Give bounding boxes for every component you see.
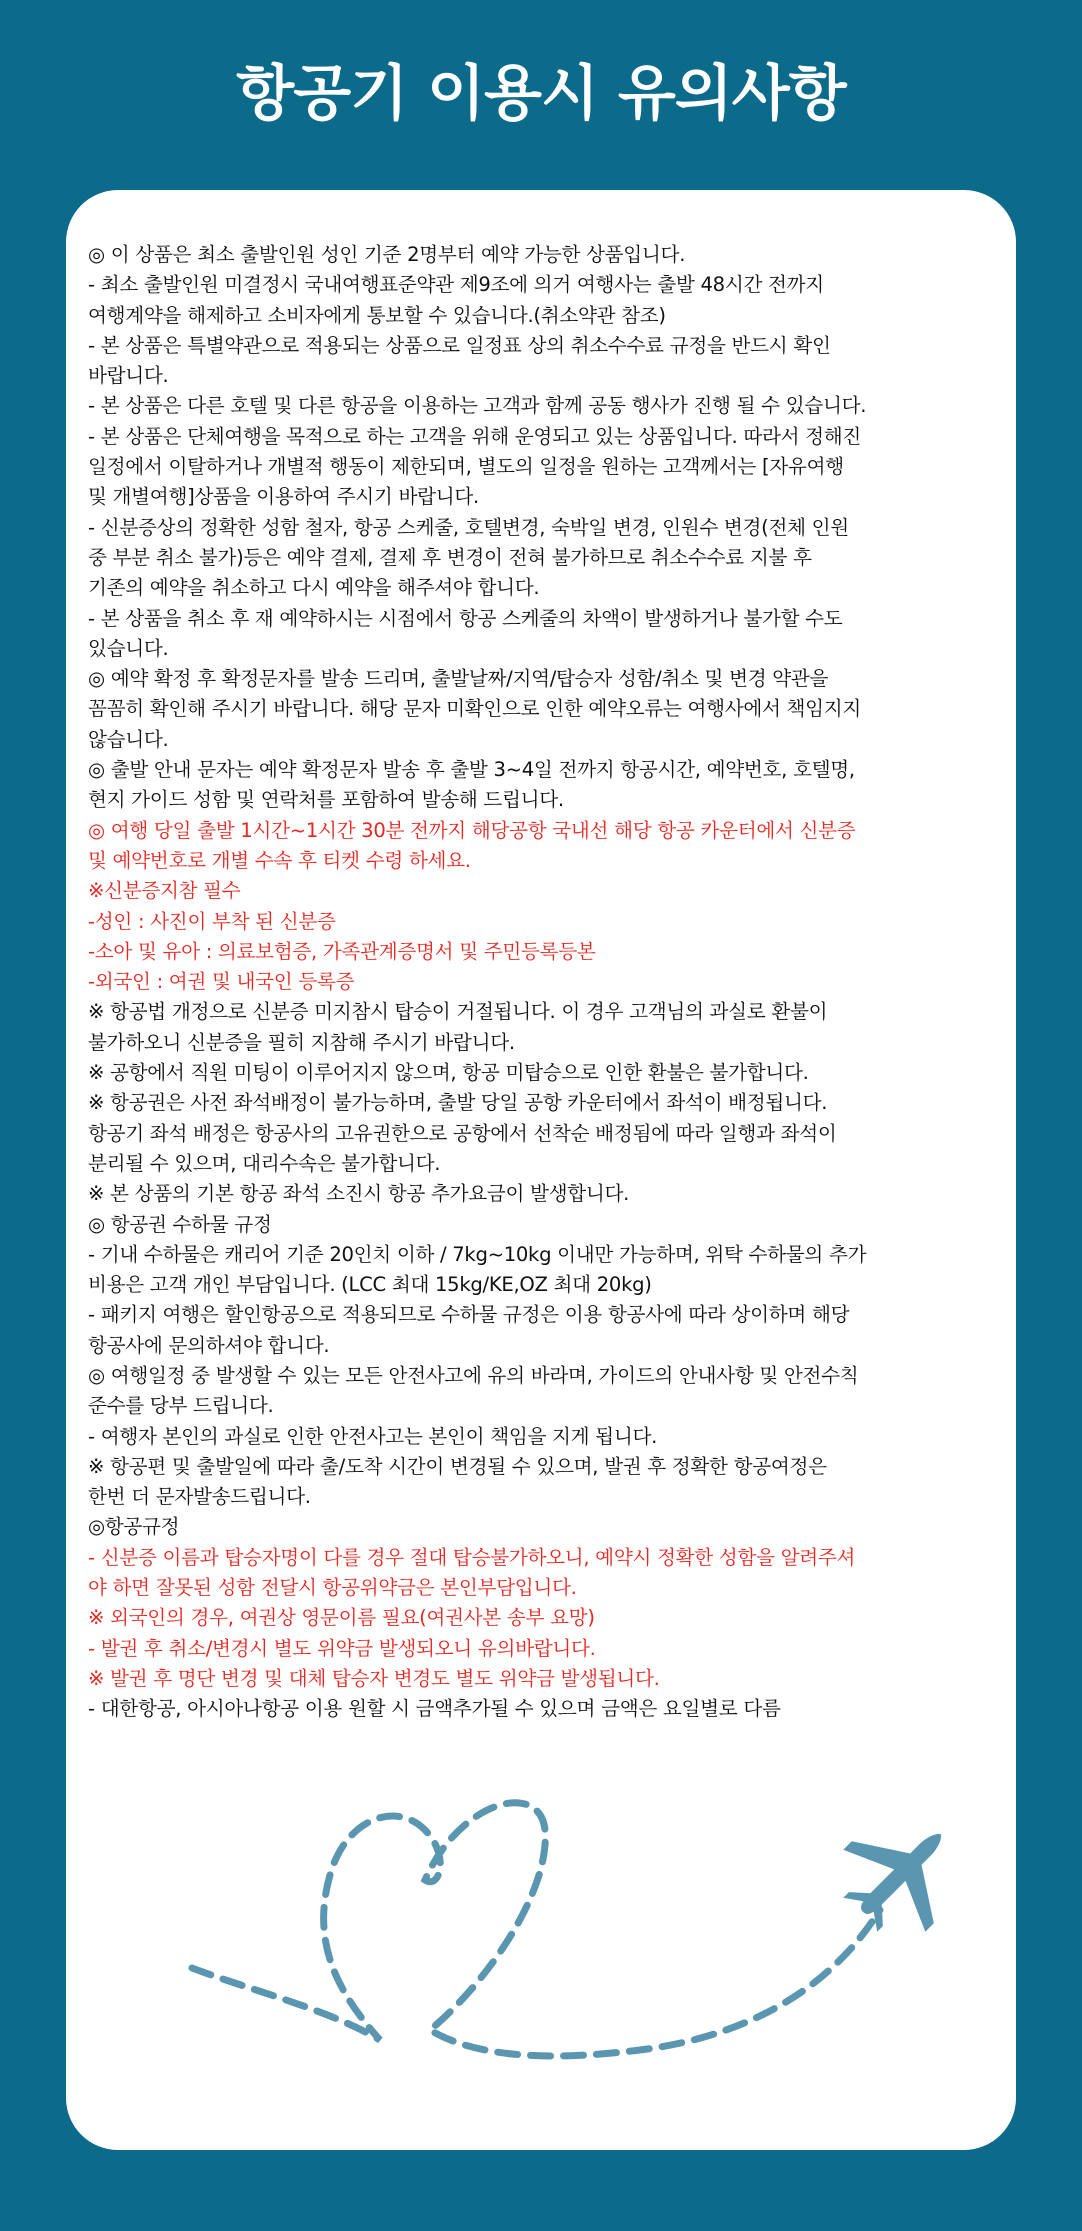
notice-line: - 기내 수하물은 캐리어 기준 20인치 이하 / 7kg~10kg 이내만 가능하며, 위탁 수하물의 추가 xyxy=(88,1242,867,1266)
notice-line: - 본 상품은 다른 호텔 및 다른 항공을 이용하는 고객과 함께 공동 행사가 진행 될 수 있습니다. xyxy=(88,394,867,418)
notice-line: ※ 발권 후 명단 변경 및 대체 탑승자 변경도 별도 위약금 발생됩니다. xyxy=(88,1666,660,1690)
notice-line: - 신분증상의 정확한 성함 철자, 항공 스케줄, 호텔변경, 숙박일 변경, 인원수 변경(전체 인원 xyxy=(88,515,849,539)
notice-line: - 신분증 이름과 탑승자명이 다를 경우 절대 탑승불가하오니, 예약시 정확한 성함을 알려주셔 xyxy=(88,1545,856,1569)
notice-line: -외국인 : 여권 및 내국인 등록증 xyxy=(88,970,355,994)
notice-line: - 본 상품은 특별약관으로 적용되는 상품으로 일정표 상의 취소수수료 규정을 반드시 확인 xyxy=(88,333,831,357)
notice-line: 비용은 고객 개인 부담입니다. (LCC 최대 15kg/KE,OZ 최대 20kg) xyxy=(88,1273,652,1297)
notice-line: ※ 항공법 개정으로 신분증 미지참시 탑승이 거절됩니다. 이 경우 고객님의 과실로 환불이 xyxy=(88,1000,828,1024)
notice-line: -소아 및 유아 : 의료보험증, 가족관계증명서 및 주민등록등본 xyxy=(88,939,596,963)
notice-line: ※ 본 상품의 기본 항공 좌석 소진시 항공 추가요금이 발생합니다. xyxy=(88,1182,630,1206)
notice-line: 분리될 수 있으며, 대리수속은 불가합니다. xyxy=(88,1151,441,1175)
notice-line: 꼼꼼히 확인해 주시기 바랍니다. 해당 문자 미확인으로 인한 예약오류는 여행사에서 책임지지 xyxy=(88,697,862,721)
notice-line: ◎ 여행일정 중 발생할 수 있는 모든 안전사고에 유의 바라며, 가이드의 안내사항 및 안전수칙 xyxy=(88,1363,859,1387)
notice-line: 준수를 당부 드립니다. xyxy=(88,1394,274,1418)
notice-line: ◎ 여행 당일 출발 1시간~1시간 30분 전까지 해당공항 국내선 해당 항공 카운터에서 신분증 xyxy=(88,818,856,842)
notice-line: - 최소 출발인원 미결정시 국내여행표준약관 제9조에 의거 여행사는 출발 48시간 전까지 xyxy=(88,273,824,297)
page-title: 항공기 이용시 유의사항 xyxy=(236,59,846,129)
notice-line: ※ 외국인의 경우, 여권상 영문이름 필요(여권사본 송부 요망) xyxy=(88,1606,595,1630)
notice-line: ◎ 이 상품은 최소 출발인원 성인 기준 2명부터 예약 가능한 상품입니다. xyxy=(88,243,686,266)
notice-line: ◎ 출발 안내 문자는 예약 확정문자 발송 후 출발 3~4일 전까지 항공시간, 예약번호, 호텔명, xyxy=(88,758,855,782)
notice-line: 바랍니다. xyxy=(88,364,169,388)
notice-line: ◎항공규정 xyxy=(88,1515,180,1539)
notice-line: 항공사에 문의하셔야 합니다. xyxy=(88,1333,330,1357)
notice-line: -성인 : 사진이 부착 된 신분증 xyxy=(88,909,336,933)
notice-line: ◎ 항공권 수하물 규정 xyxy=(88,1212,272,1236)
notice-line: 항공기 좌석 배정은 항공사의 고유권한으로 공항에서 선착순 배정됨에 따라 일행과 좌석이 xyxy=(88,1121,837,1145)
notice-line: 않습니다. xyxy=(88,727,169,751)
notice-line: ※ 항공권은 사전 좌석배정이 불가능하며, 출발 당일 공항 카운터에서 좌석이 배정됩니다. xyxy=(88,1091,828,1115)
notice-line: 일정에서 이탈하거나 개별적 행동이 제한되며, 별도의 일정을 원하는 고객께서는 [자유여행 xyxy=(88,455,844,479)
notice-line: - 여행자 본인의 과실로 인한 안전사고는 본인이 책임을 지게 됩니다. xyxy=(88,1424,657,1448)
notice-line: ※ 공항에서 직원 미팅이 이루어지지 않으며, 항공 미탑승으로 인한 환불은 불가합니다. xyxy=(88,1061,809,1085)
notice-line: 있습니다. xyxy=(88,636,169,660)
notice-line: ※ 항공편 및 출발일에 따라 출/도착 시간이 변경될 수 있으며, 발권 후 정확한 항공여정은 xyxy=(88,1454,827,1478)
notice-line: 야 하면 잘못된 성함 전달시 항공위약금은 본인부담입니다. xyxy=(88,1576,577,1600)
notice-line: 중 부분 취소 불가)등은 예약 결제, 결제 후 변경이 전혀 불가하므로 취소수수료 지불 후 xyxy=(88,545,812,569)
notice-line: - 본 상품은 단체여행을 목적으로 하는 고객을 위해 운영되고 있는 상품입니다. 따라서 정해진 xyxy=(88,424,862,448)
airplane-icon xyxy=(819,1793,982,1956)
notice-line: - 대한항공, 아시아나항공 이용 원할 시 금액추가될 수 있으며 금액은 요일별로 다름 xyxy=(88,1697,781,1721)
notice-line: 기존의 예약을 취소하고 다시 예약을 해주셔야 합니다. xyxy=(88,576,540,600)
notice-line: - 패키지 여행은 할인항공으로 적용되므로 수하물 규정은 이용 항공사에 따라 상이하며 해당 xyxy=(88,1303,850,1327)
dashed-heart-path-icon xyxy=(192,1803,880,2056)
notice-line: - 본 상품을 취소 후 재 예약하시는 시점에서 항공 스케줄의 차액이 발생하거나 불가할 수도 xyxy=(88,606,843,630)
notice-line: - 발권 후 취소/변경시 별도 위약금 발생되오니 유의바랍니다. xyxy=(88,1636,596,1660)
notice-line: ※신분증지참 필수 xyxy=(88,879,241,903)
notice-line: 불가하오니 신분증을 필히 지참해 주시기 바랍니다. xyxy=(88,1030,515,1054)
notice-line: ◎ 예약 확정 후 확정문자를 발송 드리며, 출발날짜/지역/탑승자 성함/취소 및 변경 약관을 xyxy=(88,667,829,691)
notice-line: 여행계약을 해제하고 소비자에게 통보할 수 있습니다.(취소약관 참조) xyxy=(88,303,666,327)
notice-line: 한번 더 문자발송드립니다. xyxy=(88,1485,311,1509)
notice-line: 현지 가이드 성함 및 연락처를 포함하여 발송해 드립니다. xyxy=(88,788,564,812)
notice-line: 및 개별여행]상품을 이용하여 주시기 바랍니다. xyxy=(88,485,479,509)
notice-line: 및 예약번호로 개별 수속 후 티켓 수령 하세요. xyxy=(88,848,471,872)
